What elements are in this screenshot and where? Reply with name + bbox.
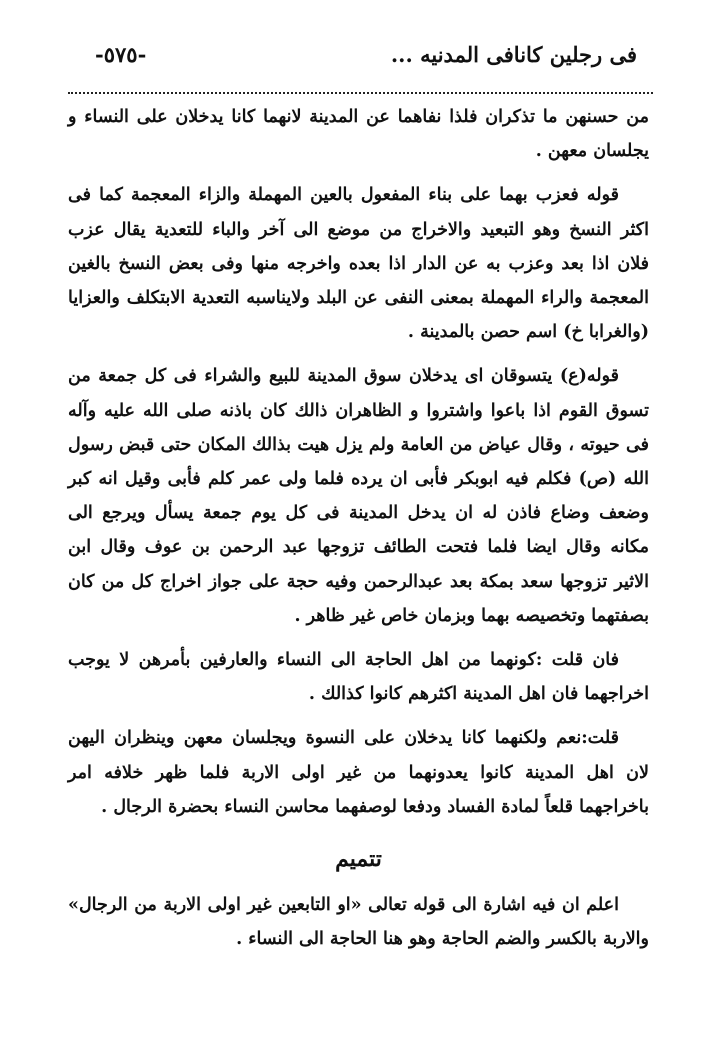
paragraph-objection: فان قلت :کونهما من اهل الحاجة الی النساء والعارفین بأمرهن لا یوجب اخراجهما فان اهل المدینة اکثرهم کانوا کذالك . <box>68 650 649 705</box>
paragraph-azb: قوله فعزب بهما علی بناء المفعول بالعین المهملة والزاء المعجمة کما فی اکثر النسخ وهو التبعید والاخراج من موضع الی آخر والباء للتعدیة یقال عزب فلان اذا بعد وعزب به عن الدار اذا بعده واخرجه منها وفی بعض النسخ بالغین المعجمة والراء المهملة بمعنی النفی عن البلد ولایناسبه التعدیة الابتکلف والعزایا (والغرابا خ) اسم حصن بالمدینة . <box>68 185 649 343</box>
paragraph-continuation: من حسنهن ما تذکران فلذا نفاهما عن المدینة لانهما کانا یدخلان علی النساء و یجلسان معهن . <box>68 107 649 162</box>
page-number: -٥٧٥- <box>95 42 147 67</box>
page-header <box>0 42 721 82</box>
paragraph-yatasawwaqan: قوله(ع) یتسوقان ای یدخلان سوق المدینة للبیع والشراء فی کل جمعة من تسوق القوم اذا باعوا واشتروا و الظاهران ذالك کان باذنه صلی الله علیه وآله فی حیوته ، وقال عیاض من العامة ولم یزل هیت بذالك المکان حتی قبض رسول الله (ص) فکلم فیه ابوبکر فأبی ان یرده فلما ولی عمر کلم فأبی وقیل انه کبر وضعف وضاع فاذن له ان یدخل المدینة فی کل یوم جمعة یسأل ویرجع الی مکانه وقال ایضا فلما فتحت الطائف تزوجها عبد الرحمن بن عوف وقال ابن الاثیر تزوجها سعد بمکة بعد عبدالرحمن وفیه حجة علی جواز اخراج کل من کان بصفتهما وتخصیصه بهما وبزمان خاص غیر ظاهر . <box>68 366 649 626</box>
running-title: فی رجلین کانافی المدنیه ... <box>390 42 637 67</box>
page-body <box>68 100 649 967</box>
paragraph-reply: قلت:نعم ولکنهما کانا یدخلان علی النسوة ویجلسان معهن وینظران الیهن لان اهل المدینة کانوا یعدونهما من غیر اولی الاربة فلما ظهر خلافه امر باخراجهما قلعاً لمادة الفساد ودفعا لوصفهما محاسن النساء بحضرة الرجال . <box>68 728 649 817</box>
section-heading: تتمیم <box>335 846 382 873</box>
paragraph-closing: اعلم ان فیه اشارة الی قوله تعالی «او التابعین غیر اولی الاربة من الرجال» والاربة بالکسر والضم الحاجة وهو هنا الحاجة الی النساء . <box>68 895 649 950</box>
header-divider <box>68 92 653 94</box>
